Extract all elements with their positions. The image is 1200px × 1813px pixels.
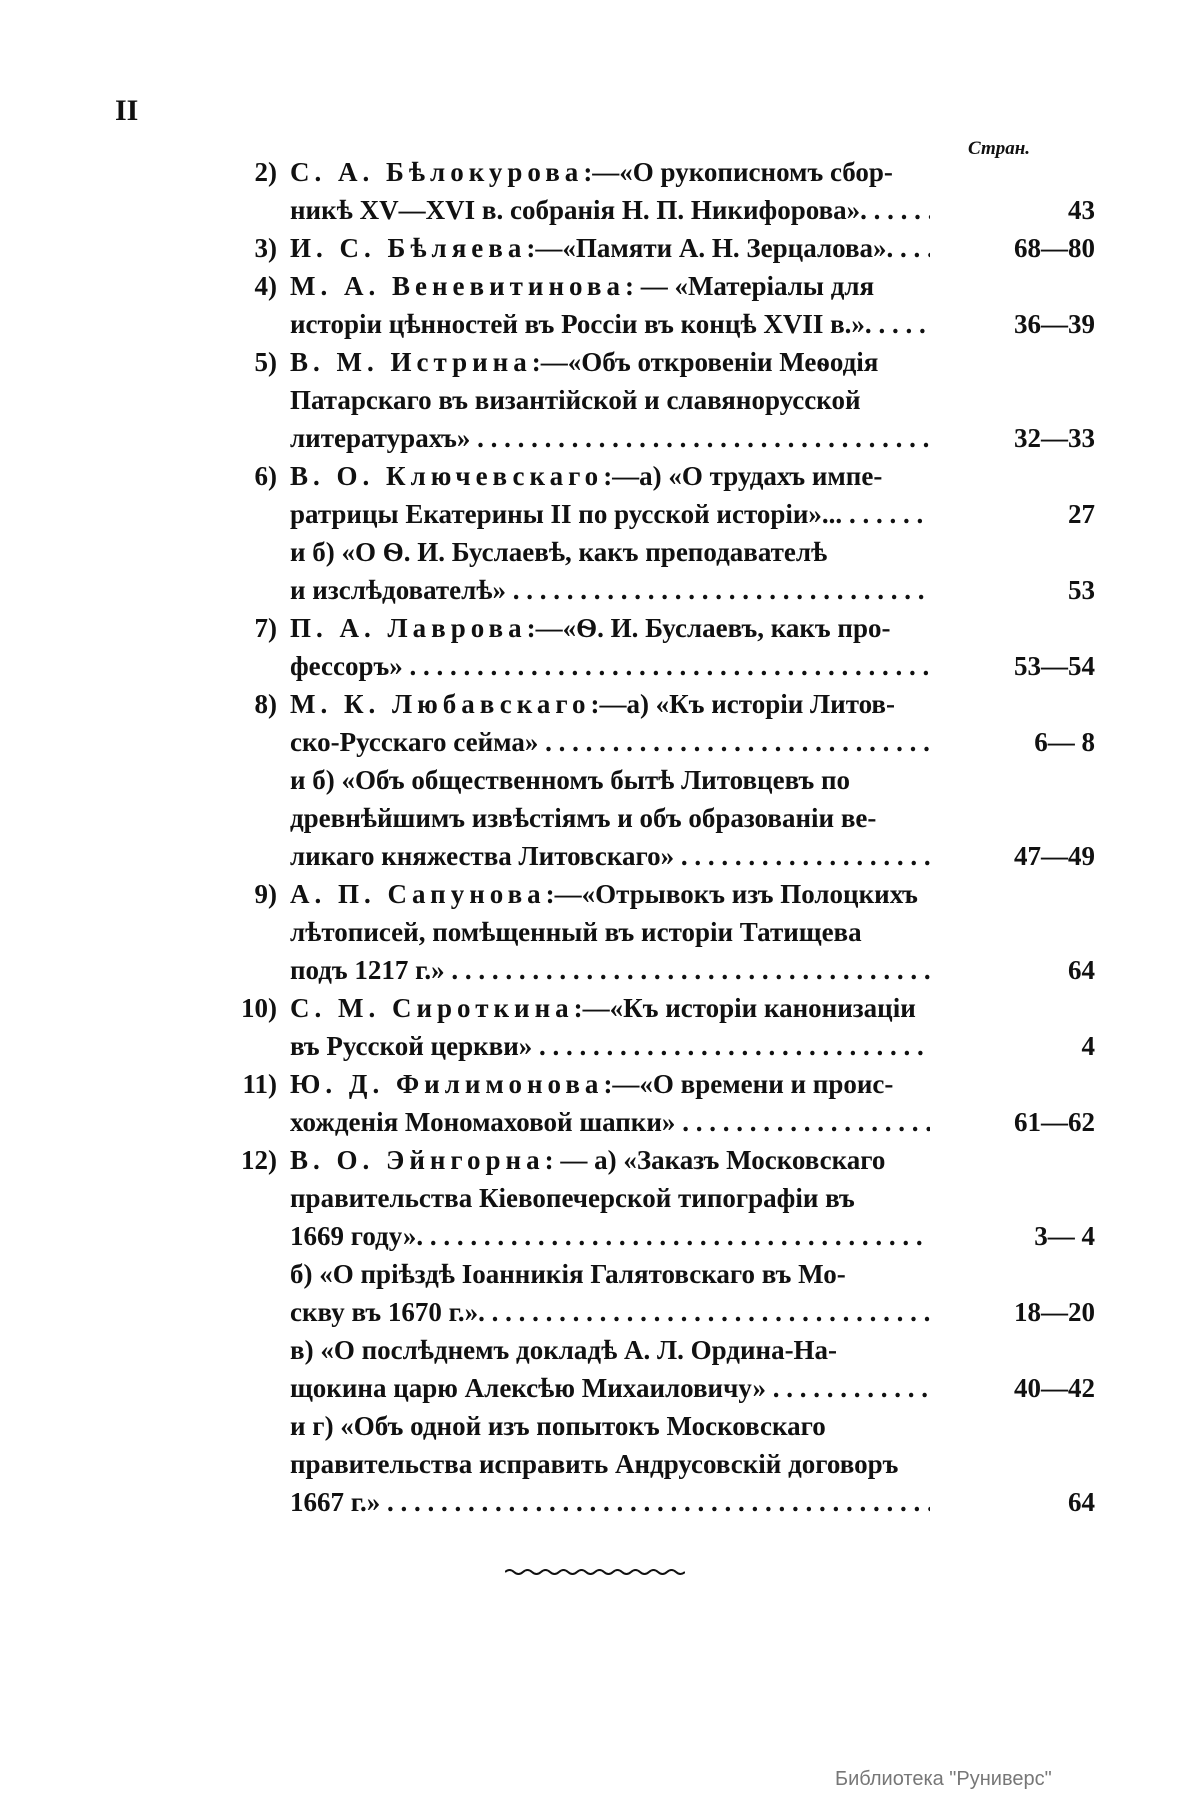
entry-text: древнѣйшимъ извѣстіямъ и объ образованіи ве-	[290, 803, 877, 833]
toc-line	[215, 571, 1095, 609]
toc-line	[215, 457, 1095, 495]
page-reference: 64	[1068, 1487, 1095, 1517]
author-name: П. А. Лаврова	[290, 613, 527, 643]
entry-text: и б) «Объ общественномъ бытѣ Литовцевъ по	[290, 765, 851, 795]
author-name: С. А. Бѣлокурова	[290, 157, 584, 187]
entry-text: В. О. Эйнгорна: — а) «Заказъ Московскаго	[290, 1145, 886, 1175]
entry-text: в) «О послѣднемъ докладѣ А. Л. Ордина-На-	[290, 1335, 838, 1365]
author-name: А. П. Сапунова	[290, 879, 546, 909]
toc-line	[215, 875, 1095, 913]
toc-line	[215, 1065, 1095, 1103]
author-name: Ю. Д. Филимонова	[290, 1069, 604, 1099]
toc-line	[215, 267, 1095, 305]
entry-text: и б) «О Ѳ. И. Буслаевѣ, какъ преподавателѣ	[290, 537, 828, 567]
toc-line	[215, 799, 1095, 837]
entry-number: 8)	[254, 689, 277, 719]
toc-line	[215, 1293, 1095, 1331]
entry-text: хожденія Мономаховой шапки» . . .	[290, 1103, 930, 1141]
entry-text: подъ 1217 г.» . . .	[290, 951, 930, 989]
pages-column-header: Стран.	[968, 138, 1031, 159]
toc-line	[215, 533, 1095, 571]
toc-line	[215, 761, 1095, 799]
toc-line	[215, 1103, 1095, 1141]
entry-number: 7)	[254, 613, 277, 643]
entry-text: С. М. Сироткина:—«Къ исторіи канонизаціи	[290, 993, 916, 1023]
decorative-divider	[505, 1568, 685, 1576]
entry-text: б) «О пріѣздѣ Іоанникія Галятовскаго въ Мо-	[290, 1259, 846, 1289]
entry-text: С. А. Бѣлокурова:—«О рукописномъ сбор-	[290, 157, 893, 187]
entry-text: фессоръ» . . .	[290, 647, 930, 685]
entry-text: В. О. Ключевскаго:—а) «О трудахъ импе-	[290, 461, 883, 491]
toc-line	[215, 495, 1095, 533]
page-reference: 43	[1068, 195, 1095, 225]
entry-text: правительства исправить Андрусовскій договоръ	[290, 1449, 899, 1479]
toc-line	[215, 1369, 1095, 1407]
page-reference: 64	[1068, 955, 1095, 985]
toc-line	[215, 913, 1095, 951]
page-reference: 68—80	[1014, 233, 1095, 263]
entry-text: никѣ XV—XVI в. собранія Н. П. Никифорова». . . .	[290, 191, 930, 229]
entry-number: 3)	[254, 233, 277, 263]
toc-line	[215, 951, 1095, 989]
page-reference: 53	[1068, 575, 1095, 605]
page-reference: 6— 8	[1034, 727, 1095, 757]
entry-number: 6)	[254, 461, 277, 491]
page-number: II	[115, 94, 139, 127]
author-name: М. К. Любавскаго	[290, 689, 591, 719]
entry-text: М. К. Любавскаго:—а) «Къ исторіи Литов-	[290, 689, 896, 719]
entry-text: лѣтописей, помѣщенный въ исторіи Татищева	[290, 917, 862, 947]
entry-text: П. А. Лаврова:—«Ѳ. И. Буслаевъ, какъ про-	[290, 613, 891, 643]
page-reference: 61—62	[1014, 1107, 1095, 1137]
toc-line	[215, 305, 1095, 343]
page-reference: 18—20	[1014, 1297, 1095, 1327]
entry-number: 10)	[241, 993, 277, 1023]
toc-line	[215, 1217, 1095, 1255]
toc-line	[215, 989, 1095, 1027]
page-reference: 27	[1068, 499, 1095, 529]
toc-line	[215, 1141, 1095, 1179]
entry-text: Ю. Д. Филимонова:—«О времени и проис-	[290, 1069, 894, 1099]
author-name: М. А. Веневитинова	[290, 271, 625, 301]
toc-line	[215, 343, 1095, 381]
entry-text: правительства Кіевопечерской типографіи въ	[290, 1183, 855, 1213]
entry-text: и г) «Объ одной изъ попытокъ Московскаго	[290, 1411, 826, 1441]
toc-line	[215, 1445, 1095, 1483]
page-reference: 40—42	[1014, 1373, 1095, 1403]
toc-line	[215, 153, 1095, 191]
entry-text: и изслѣдователѣ» . . .	[290, 571, 930, 609]
toc-line	[215, 1255, 1095, 1293]
toc-line	[215, 1331, 1095, 1369]
entry-number: 5)	[254, 347, 277, 377]
toc-line	[215, 1179, 1095, 1217]
entry-text: 1667 г.» . . .	[290, 1483, 930, 1521]
entry-number: 12)	[241, 1145, 277, 1175]
author-name: И. С. Бѣляева	[290, 233, 527, 263]
entry-number: 9)	[254, 879, 277, 909]
page-reference: 3— 4	[1034, 1221, 1095, 1251]
entry-text: ско-Русскаго сейма» . . .	[290, 723, 930, 761]
entry-text: въ Русской церкви» . . .	[290, 1027, 930, 1065]
author-name: В. М. Истрина	[290, 347, 532, 377]
toc-line	[215, 1407, 1095, 1445]
author-name: В. О. Эйнгорна	[290, 1145, 545, 1175]
toc-line	[215, 229, 1095, 267]
entry-text: щокина царю Алексѣю Михаиловичу» . . .	[290, 1369, 930, 1407]
toc-line	[215, 1027, 1095, 1065]
entry-text: А. П. Сапунова:—«Отрывокъ изъ Полоцкихъ	[290, 879, 918, 909]
library-watermark: Библиотека "Руниверс"	[835, 1768, 1052, 1790]
entry-text: скву въ 1670 г.». . . .	[290, 1293, 930, 1331]
toc-line	[215, 609, 1095, 647]
toc-line	[215, 837, 1095, 875]
page-reference: 47—49	[1014, 841, 1095, 871]
toc-line	[215, 647, 1095, 685]
page-reference: 4	[1081, 1031, 1095, 1061]
entry-number: 11)	[242, 1069, 277, 1099]
toc-line	[215, 419, 1095, 457]
toc-line	[215, 381, 1095, 419]
author-name: В. О. Ключевскаго	[290, 461, 604, 491]
entry-number: 4)	[254, 271, 277, 301]
entry-text: Патарскаго въ византійской и славянорусской	[290, 385, 861, 415]
toc-line	[215, 723, 1095, 761]
entry-text: исторіи цѣнностей въ Россіи въ концѣ XVII в.». . . .	[290, 305, 930, 343]
entry-text: И. С. Бѣляева:—«Памяти А. Н. Зерцалова». . . .	[290, 229, 930, 267]
entry-text: ратрицы Екатерины II по русской исторіи»... . . .	[290, 495, 930, 533]
entry-text: М. А. Веневитинова: — «Матеріалы для	[290, 271, 875, 301]
toc-line	[215, 1483, 1095, 1521]
entry-text: В. М. Истрина:—«Объ откровеніи Меѳодія	[290, 347, 879, 377]
table-of-contents	[215, 153, 1095, 1521]
page-reference: 53—54	[1014, 651, 1095, 681]
toc-line	[215, 191, 1095, 229]
author-name: С. М. Сироткина	[290, 993, 574, 1023]
entry-text: литературахъ» . . .	[290, 419, 930, 457]
page-reference: 36—39	[1014, 309, 1095, 339]
entry-text: 1669 году». . . .	[290, 1217, 930, 1255]
entry-text: ликаго княжества Литовскаго» . . .	[290, 837, 930, 875]
toc-line	[215, 685, 1095, 723]
entry-number: 2)	[254, 157, 277, 187]
page-reference: 32—33	[1014, 423, 1095, 453]
